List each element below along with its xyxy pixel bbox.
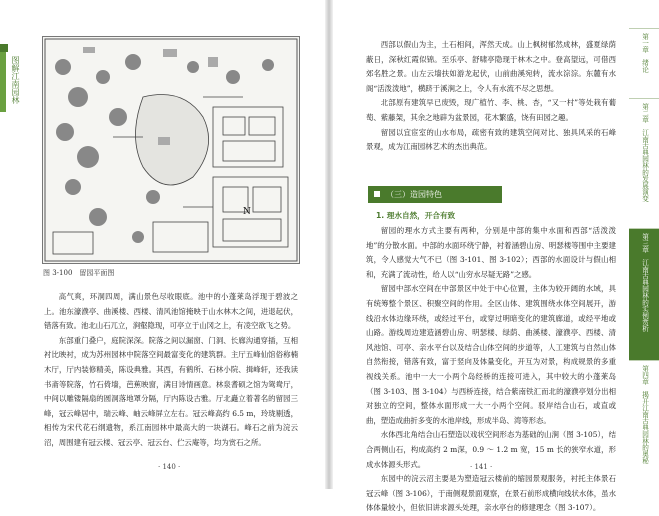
page-number-left: · 140 · <box>158 463 181 471</box>
garden-plan-figure <box>42 36 300 264</box>
paragraph: 留园的理水方式主要有两种，分别是中部的集中水面和西部“活泼泼地”的分散水面。中部的水面环绕宁静，衬着涵碧山房、明瑟楼等围中主要建筑，令人感觉大气不已（图 3-101、图 3-102）；西部的水面设计与假山相和，充满了流动性，给人以“山穷水尽疑无路”之感。 <box>366 226 616 279</box>
chapter-tab-4: 第四章 揭开江南古典园林的奥秘 <box>629 360 659 465</box>
page-number-right: · 141 · <box>470 463 493 471</box>
chapter-tab-1: 第一章 绪论 <box>629 28 659 98</box>
left-chapter-tab <box>0 52 6 112</box>
left-page-body <box>44 290 298 451</box>
north-marker: N <box>243 207 251 217</box>
paragraph: 东园中的浣云沼主要是为塑造冠云楼前的缩园景观服务，衬托主体景石冠云峰（图 3-106），于南侧观景面观察，在景石前形成横向线状水体，虽水体体量较小，但依旧讲求源头处理，亲水亭台的修建理念（图 3-107）。 <box>366 474 616 513</box>
paragraph: 东部重门叠户，庭院深深。院落之间以漏窗、门洞、长廊沟通穿插，互相衬比映衬，成为苏州园林中院落空间最富变化的建筑群。主厅五峰仙馆俗称楠木厅，厅内装修精美，陈设典雅。其西，有鹤所、石林小院、揖峰轩，还我读书斋等院落，竹石倚墙，芭蕉映窗，满目诗情画意。林泉耆硕之馆为鸳鸯厅，中间以雕镂隔扇的圆洞落地罩分隔，厅内陈设古雅。厅北矗立着著名的留园三峰，冠云峰居中，瑞云峰、岫云峰屏立左右。冠云峰高约 6.5 m，玲珑剔透，相传为宋代花石纲遗物，系江南园林中最高大的一块湖石。峰石之前为浣云沼，周围建有冠云楼、冠云亭、冠云台、伫云庵等，均为赏石之所。 <box>44 335 298 447</box>
paragraph: 西部以假山为主，土石相间，浑然天成。山上枫树郁然成林，盛夏绿荫蔽日，深秋红霞似锦。至乐亭、舒啸亭隐现于林木之中。登高望远，可借西郊名胜之景。山左云墙扶如游龙起伏，山前曲溪宛转，流水淙淙。东麓有水阁“活泼泼地”，横跻于溪涧之上，令人有水流不尽之思想。 <box>366 40 616 93</box>
chapter-tab-2: 第二章 江南古典园林的发展演变 <box>629 98 659 228</box>
right-page-intro <box>366 38 616 155</box>
paragraph: 留园中部水空间在中部景区中处于中心位置，主体为较开阔的水域，具有统筹整个景区、积聚空间的作用。全区山体、建筑围绕水体空间展开，游线沿水体边缘环绕，或经过平台，或穿过明暗变化的建筑廊道，或经平地或山路。游线周边建造涵碧山房、明瑟楼、绿荫、曲溪楼、濠濮亭、西楼、清风池馆、可亭、亲水平台以及结合山体空间的步道等，人工建筑与自然山体自然衔接，错落有致，富于竖向及体量变化，开互为对景，构成规景的多重视线关系。池中一大一小两个岛经桥的连接可进入，其中较大的小蓬莱岛（图 3-103、图 3-104）与西桥连接，结合紫南铁汇而北的濠濮亭划分出相对独立的空间，整体水面形成一大一小两个空间。驳岸结合山石，或直或曲，塑造成曲折多变的水池岸线，形成半岛、湾等形态。 <box>366 284 616 425</box>
subheading: 1. 理水自然，开合有致 <box>376 211 456 220</box>
section-title: （三）造园特色 <box>368 186 502 203</box>
header-marker <box>0 44 8 52</box>
figure-caption: 图 3-100 留园平面图 <box>43 269 115 277</box>
paragraph: 水体西北角结合山石塑造以戏状空间形态为基础的山涧（图 3-105），结合两侧山石，构成高约 2 m深，0.9 ～ 1.2 m 宽，15 m 长的狭窄水道，形成水体源头形式。 <box>366 430 616 469</box>
chapter-tab-3-active: 第三章 江南古典园林的实例赏析 <box>629 228 659 360</box>
book-spine <box>325 0 333 489</box>
paragraph: 北部原有建筑早已废毁，现广植竹、李、桃、杏，“又一村”等处栽有葡萄、紫藤架，其余之地辟为盆景园，花木繁盛，饶有田园之趣。 <box>366 98 616 122</box>
paragraph: 高气爽，环洞四周，满山景色尽收眼底。池中的小蓬莱岛浮现于碧波之上。池东濠濮亭、曲溪楼、西楼、清风池馆掩映于山水林木之间，进退起伏，错落有致。池北山石兀立，涧壑隐现，可亭立于山冈之上，有凌空欲飞之势。 <box>44 292 298 331</box>
right-page-body <box>366 224 616 516</box>
garden-plan-drawing <box>43 37 299 263</box>
book-title: 图解江南园林 <box>11 56 20 104</box>
paragraph: 留园以宜宦室的山水布局，疏密有致的建筑空间对比、独具风采的石峰景观，成为江南园林艺术的杰出典范。 <box>366 127 616 152</box>
chapter-nav <box>629 0 659 489</box>
